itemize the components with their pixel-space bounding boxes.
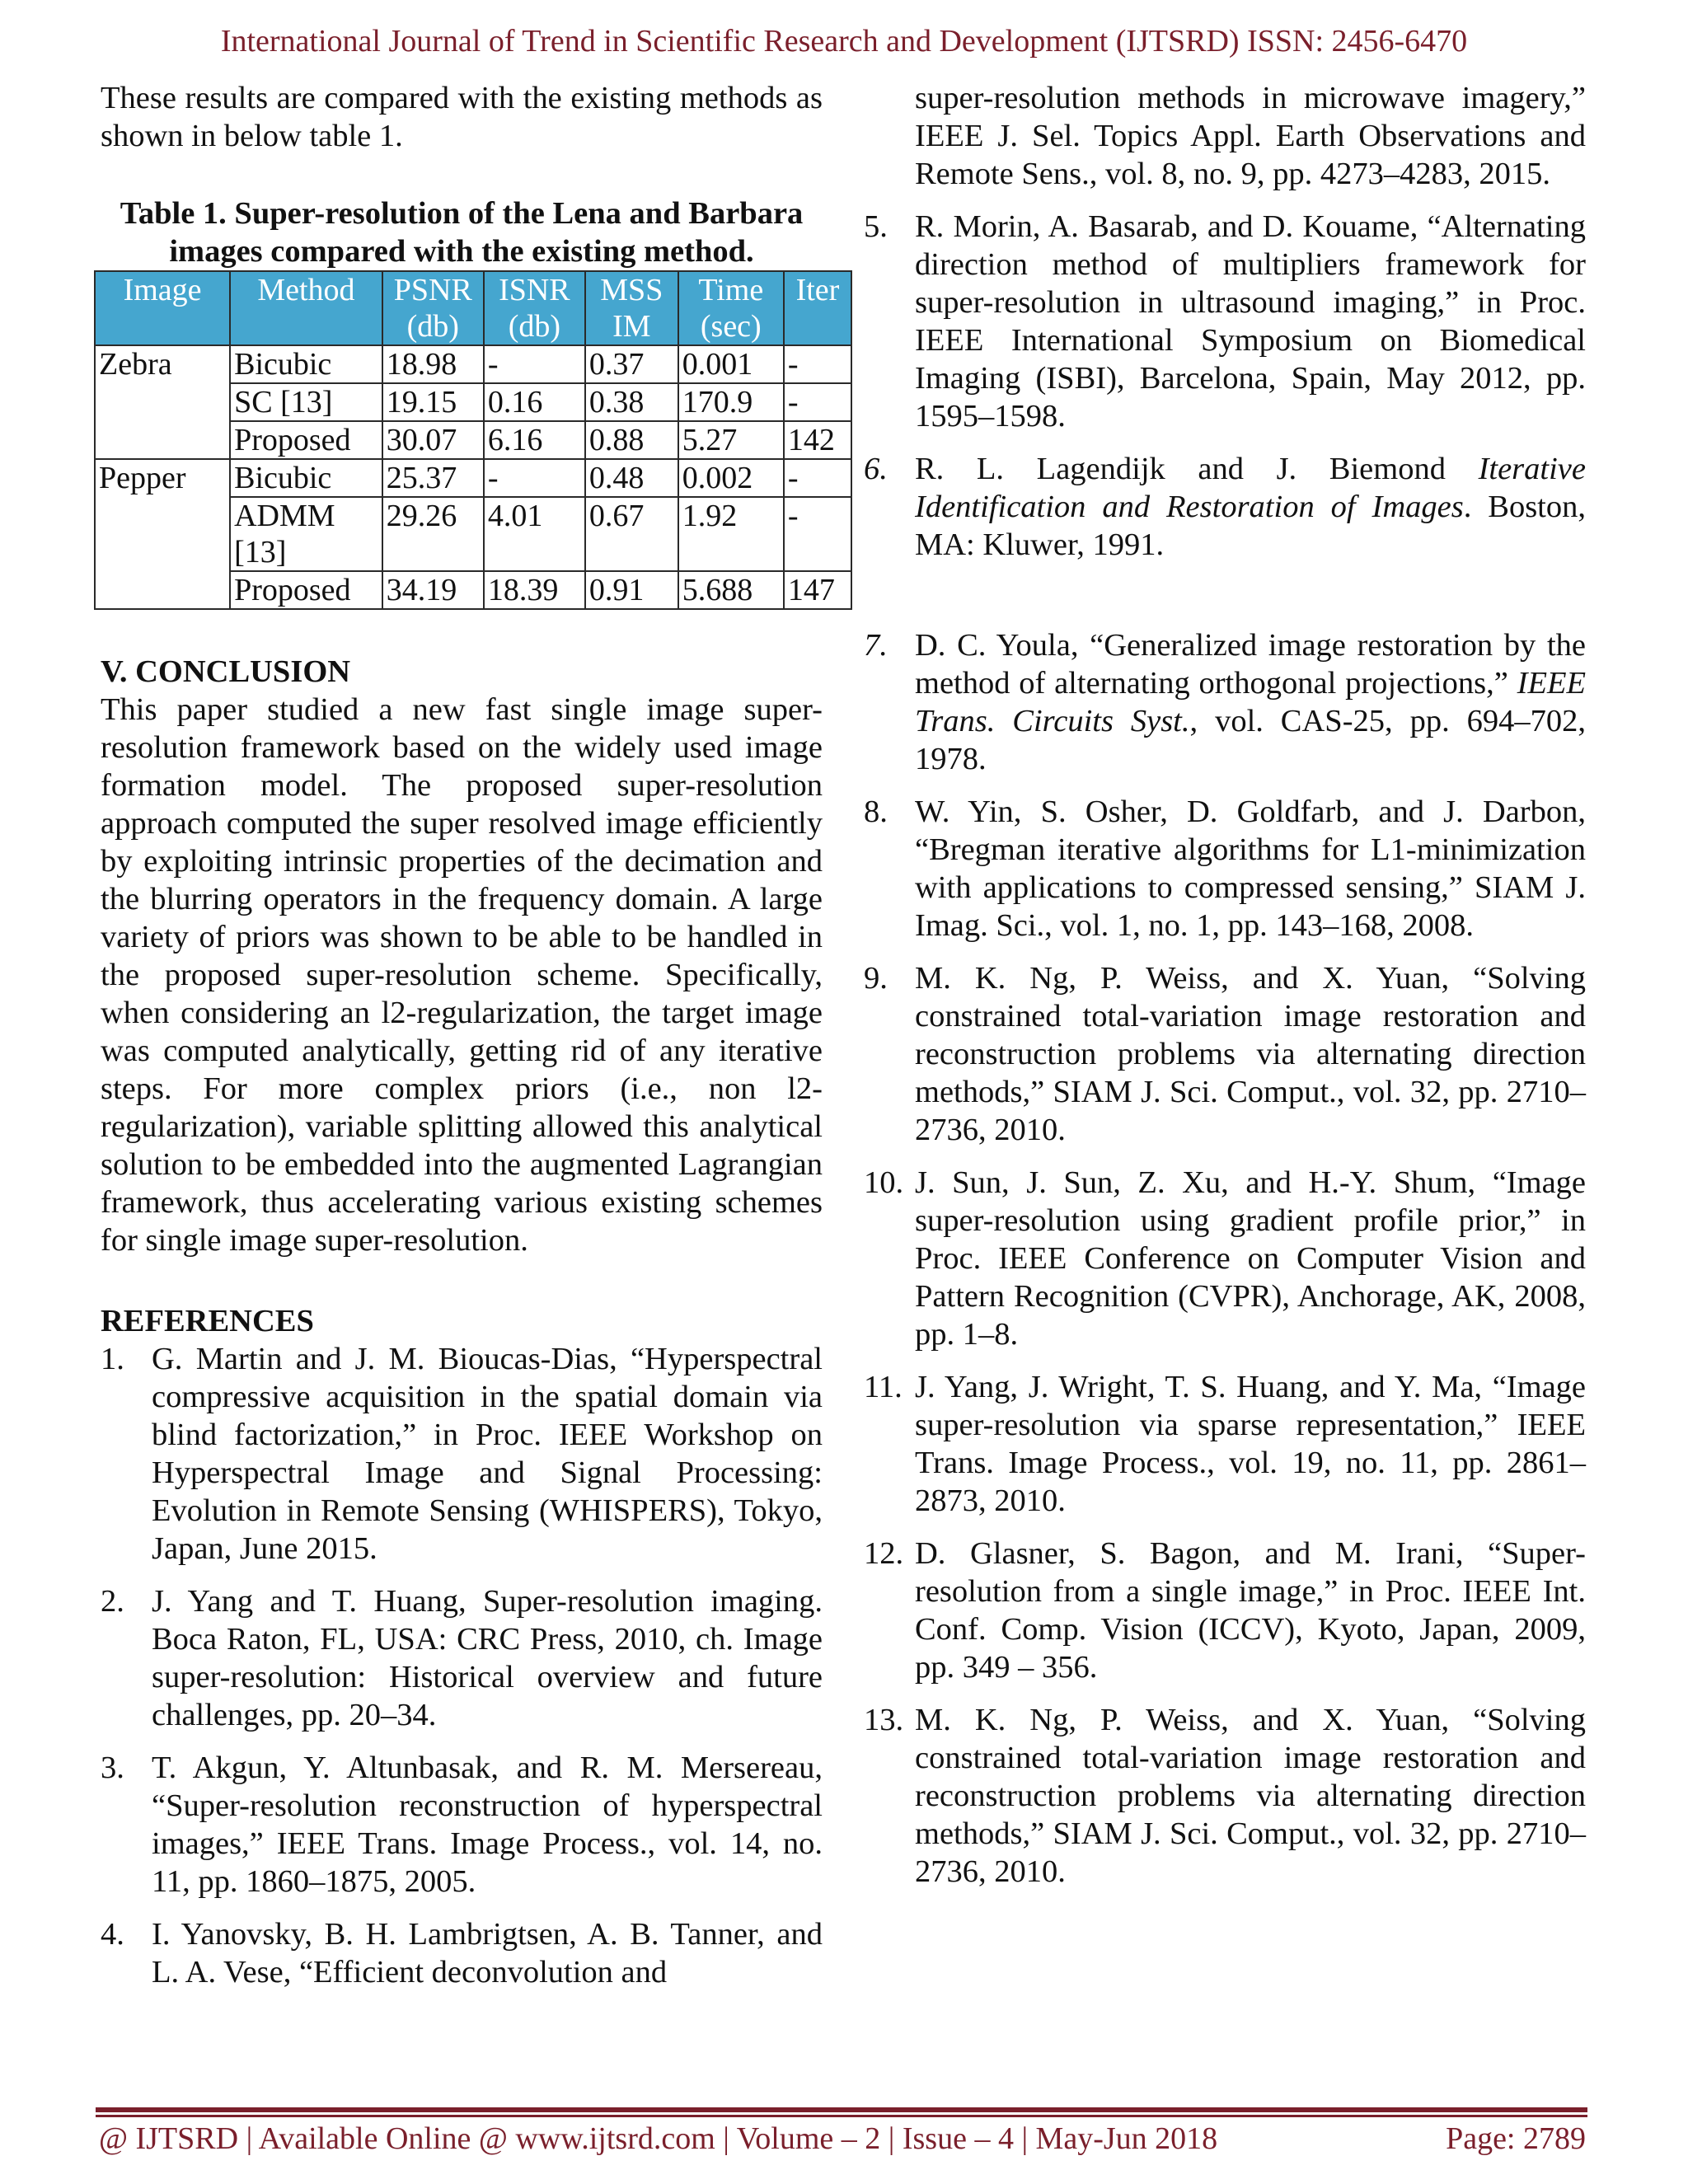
reference-number: 4. xyxy=(101,1917,124,1952)
reference-number: 7. xyxy=(864,628,888,663)
table-cell: SC [13] xyxy=(230,383,382,421)
reference-item xyxy=(101,1749,823,1900)
table-cell: 18.39 xyxy=(484,571,585,609)
reference-item xyxy=(864,626,1586,778)
image-cell: Zebra xyxy=(95,345,230,459)
reference-text: J. Sun, J. Sun, Z. Xu, and H.-Y. Shum, “Image super-resolution using gradient profile prior,” in Proc. IEEE Conference on Computer Vision and Pattern Recognition (CVPR), Anchorage, AK, 2008, pp. 1–8. xyxy=(915,1165,1586,1352)
reference-number: 13. xyxy=(864,1703,904,1737)
table-cell: ADMM [13] xyxy=(230,497,382,571)
table-caption xyxy=(101,194,823,270)
table-cell: - xyxy=(784,345,851,383)
reference-text: super-resolution methods in microwave imagery,” IEEE J. Sel. Topics Appl. Earth Observations and Remote Sens., vol. 8, no. 9, pp. 4273–4283, 2015. xyxy=(915,81,1586,191)
reference-list-left xyxy=(101,1340,823,1991)
reference-authors: R. L. Lagendijk and J. Biemond xyxy=(915,452,1479,486)
table-cell: Proposed xyxy=(230,421,382,459)
table-cell: 29.26 xyxy=(382,497,484,571)
table-cell: 5.27 xyxy=(678,421,784,459)
header-method: Method xyxy=(230,271,382,345)
reference-title: Iterative Identification and Restoration of Images xyxy=(915,452,1586,524)
table-cell: 0.002 xyxy=(678,459,784,497)
reference-item xyxy=(864,793,1586,944)
reference-list-right xyxy=(864,79,1586,1891)
reference-number: 9. xyxy=(864,961,888,996)
header-time: Time (sec) xyxy=(678,271,784,345)
header-image: Image xyxy=(95,271,230,345)
reference-text: I. Yanovsky, B. H. Lambrigtsen, A. B. Tanner, and L. A. Vese, “Efficient deconvolution and xyxy=(152,1917,823,1990)
reference-number: 3. xyxy=(101,1750,124,1785)
table-cell: - xyxy=(484,459,585,497)
table-cell: - xyxy=(784,497,851,571)
table-cell: 1.92 xyxy=(678,497,784,571)
references-heading: REFERENCES xyxy=(101,1304,314,1338)
header-isnr: ISNR (db) xyxy=(484,271,585,345)
reference-item xyxy=(864,959,1586,1149)
table-cell: 5.688 xyxy=(678,571,784,609)
reference-text: T. Akgun, Y. Altunbasak, and R. M. Mersereau, “Super-resolution reconstruction of hyperspectral images,” IEEE Trans. Image Process., vol. 14, no. 11, pp. 1860–1875, 2005. xyxy=(152,1750,823,1899)
image-cell: Pepper xyxy=(95,459,230,609)
table-cell: 0.16 xyxy=(484,383,585,421)
reference-number: 1. xyxy=(101,1342,124,1376)
table-cell: 34.19 xyxy=(382,571,484,609)
table-caption-line1: Table 1. Super-resolution of the Lena and Barbara xyxy=(120,196,804,231)
reference-item xyxy=(864,208,1586,435)
table-header-row xyxy=(95,271,851,345)
reference-text: W. Yin, S. Osher, D. Goldfarb, and J. Darbon, “Bregman iterative algorithms for L1-minimization with applications to compressed sensing,” SIAM J. Imag. Sci., vol. 1, no. 1, pp. 143–168, 2008. xyxy=(915,794,1586,943)
footer-divider-thin xyxy=(96,2115,1587,2117)
table-cell: 0.88 xyxy=(585,421,678,459)
reference-number: 8. xyxy=(864,794,888,829)
reference-text: J. Yang and T. Huang, Super-resolution imaging. Boca Raton, FL, USA: CRC Press, 2010, ch. Image super-resolution: Historical overview and future challenges, pp. 20–34. xyxy=(152,1584,823,1732)
running-header: International Journal of Trend in Scientific Research and Development (IJTSRD) ISSN: 2456-6470 xyxy=(220,24,1468,59)
conclusion-heading: V. CONCLUSION xyxy=(101,654,351,689)
table-cell: 170.9 xyxy=(678,383,784,421)
reference-publisher: . Boston, MA: Kluwer, 1991. xyxy=(915,490,1587,562)
reference-item xyxy=(101,1915,823,1991)
reference-text: R. Morin, A. Basarab, and D. Kouame, “Alternating direction method of multipliers framework for super-resolution in ultrasound imaging,” in Proc. IEEE International Symposium on Biomedical Imaging (ISBI), Barcelona, Spain, May 2012, pp. 1595–1598. xyxy=(915,209,1586,434)
reference-item xyxy=(864,1164,1586,1353)
table-row xyxy=(95,459,851,497)
results-table xyxy=(94,270,852,610)
table-cell: - xyxy=(484,345,585,383)
reference-item xyxy=(864,1535,1586,1686)
table-cell: Bicubic xyxy=(230,459,382,497)
table-caption-line2: images compared with the existing method. xyxy=(169,234,754,269)
table-cell: 142 xyxy=(784,421,851,459)
table-cell: 0.91 xyxy=(585,571,678,609)
table-row xyxy=(95,345,851,383)
table-cell: 4.01 xyxy=(484,497,585,571)
table-cell: Proposed xyxy=(230,571,382,609)
table-cell: 30.07 xyxy=(382,421,484,459)
header-iter: Iter xyxy=(784,271,851,345)
reference-item xyxy=(864,1701,1586,1891)
table-cell: 0.37 xyxy=(585,345,678,383)
page-number: Page: 2789 xyxy=(1446,2121,1586,2156)
table-cell: 0.001 xyxy=(678,345,784,383)
reference-text: D. C. Youla, “Generalized image restoration by the method of alternating orthogonal projections,” xyxy=(915,628,1586,701)
reference-number: 11. xyxy=(864,1370,903,1404)
reference-text: D. Glasner, S. Bagon, and M. Irani, “Super-resolution from a single image,” in Proc. IEEE Int. Conf. Comp. Vision (ICCV), Kyoto, Japan, 2009, pp. 349 – 356. xyxy=(915,1536,1586,1685)
table-cell: - xyxy=(784,459,851,497)
table-cell: 19.15 xyxy=(382,383,484,421)
reference-item xyxy=(101,1340,823,1568)
reference-text: J. Yang, J. Wright, T. S. Huang, and Y. Ma, “Image super-resolution via sparse representation,” IEEE Trans. Image Process., vol. 19, no. 11, pp. 2861–2873, 2010. xyxy=(915,1370,1586,1518)
reference-item xyxy=(101,1582,823,1734)
header-mssim: MSS IM xyxy=(585,271,678,345)
reference-continuation xyxy=(864,79,1586,193)
reference-number: 12. xyxy=(864,1536,904,1571)
reference-details: , vol. CAS-25, pp. 694–702, 1978. xyxy=(915,704,1586,776)
table-cell: - xyxy=(784,383,851,421)
table-cell: 6.16 xyxy=(484,421,585,459)
header-psnr: PSNR (db) xyxy=(382,271,484,345)
table-cell: 147 xyxy=(784,571,851,609)
intro-paragraph: These results are compared with the existing methods as shown in below table 1. xyxy=(101,81,823,153)
reference-text: M. K. Ng, P. Weiss, and X. Yuan, “Solving constrained total-variation image restoration and reconstruction problems via alternating direction methods,” SIAM J. Sci. Comput., vol. 32, pp. 2710–2736, 2010. xyxy=(915,1703,1586,1889)
reference-text: G. Martin and J. M. Bioucas-Dias, “Hyperspectral compressive acquisition in the spatial domain via blind factorization,” in Proc. IEEE Workshop on Hyperspectral Image and Signal Processing: Evolution in Remote Sensing (WHISPERS), Tokyo, Japan, June 2015. xyxy=(152,1342,823,1566)
reference-item xyxy=(864,1368,1586,1520)
reference-item xyxy=(864,450,1586,564)
table-cell: 18.98 xyxy=(382,345,484,383)
table-cell: 0.67 xyxy=(585,497,678,571)
table-cell: 0.48 xyxy=(585,459,678,497)
reference-journal: IEEE Trans. Circuits Syst. xyxy=(915,666,1586,738)
left-column xyxy=(99,79,840,2006)
footer-divider xyxy=(96,2107,1587,2112)
table-cell: Bicubic xyxy=(230,345,382,383)
reference-number: 6. xyxy=(864,452,888,486)
reference-number: 5. xyxy=(864,209,888,244)
reference-number: 2. xyxy=(101,1584,124,1619)
right-column xyxy=(864,79,1586,1905)
table-cell: 25.37 xyxy=(382,459,484,497)
conclusion-paragraph: This paper studied a new fast single image super-resolution framework based on the widely used image formation model. The proposed super-resolution approach computed the super resolved image efficiently by exploiting intrinsic properties of the decimation and the blurring operators in the frequency domain. A large variety of priors was shown to be able to be handled in the proposed super-resolution scheme. Specifically, when considering an l2-regularization, the target image was computed analytically, getting rid of any iterative steps. For more complex priors (i.e., non l2-regularization), variable splitting allowed this analytical solution to be embedded into the augmented Lagrangian framework, thus accelerating various existing schemes for single image super-resolution. xyxy=(101,692,823,1258)
reference-number: 10. xyxy=(864,1165,904,1200)
footer-publication-info: @ IJTSRD | Available Online @ www.ijtsrd.com | Volume – 2 | Issue – 4 | May-Jun 2018 xyxy=(99,2121,1218,2156)
reference-text: M. K. Ng, P. Weiss, and X. Yuan, “Solving constrained total-variation image restoration and reconstruction problems via alternating direction methods,” SIAM J. Sci. Comput., vol. 32, pp. 2710–2736, 2010. xyxy=(915,961,1586,1147)
table-cell: 0.38 xyxy=(585,383,678,421)
